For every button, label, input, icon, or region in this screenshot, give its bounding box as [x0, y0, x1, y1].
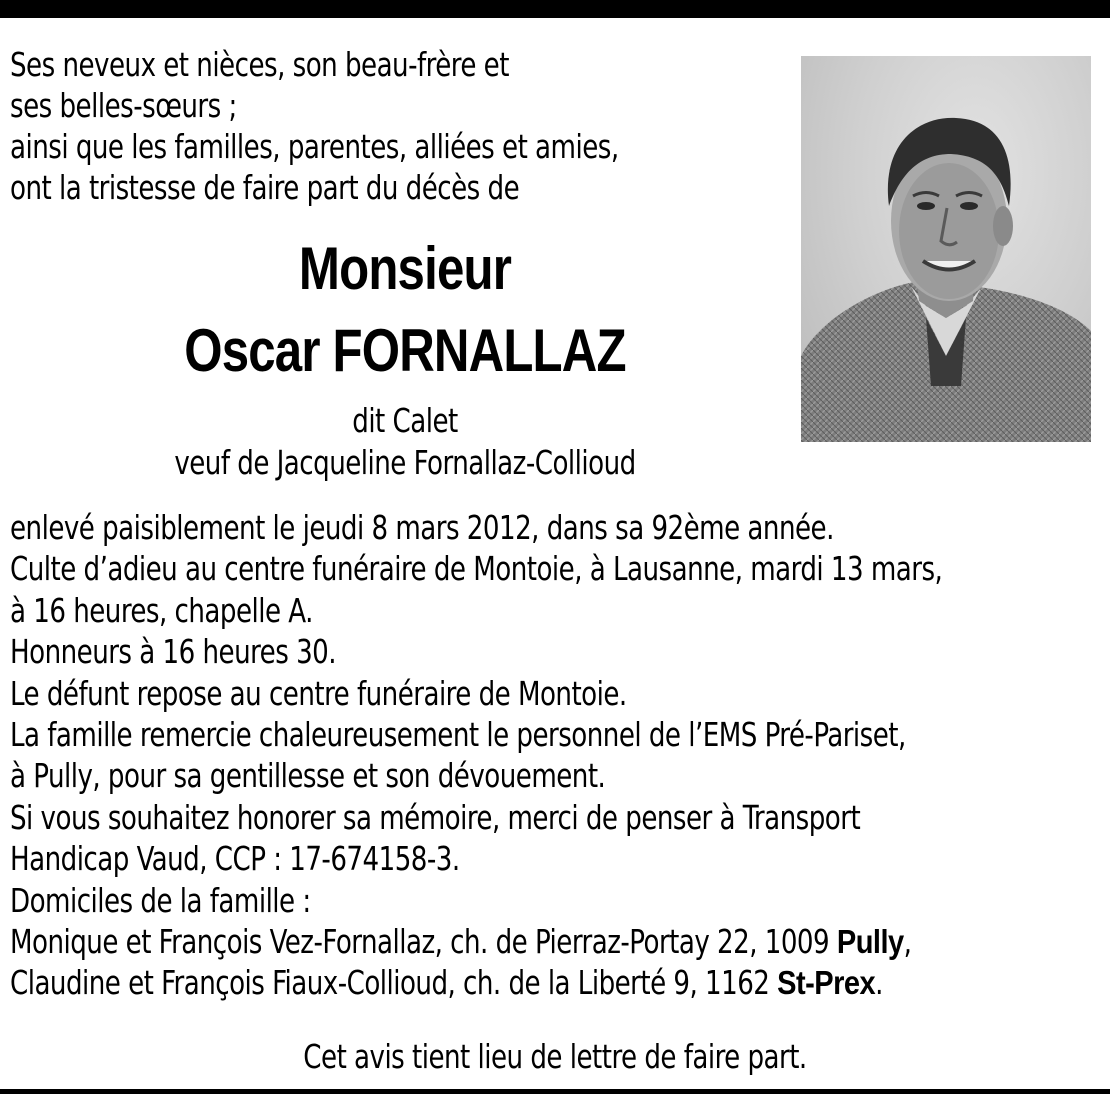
address-suffix: ,	[903, 922, 912, 962]
closing-note	[0, 1036, 1110, 1077]
bottom-rule	[0, 1089, 1110, 1094]
spouse-line: veuf de Jacqueline Fornallaz-Collioud	[174, 443, 636, 482]
body-line: La famille remercie chaleureusement le personnel de l’EMS Pré-Pariset,	[10, 715, 906, 755]
body-line: Handicap Vaud, CCP : 17-674158-3.	[10, 839, 460, 879]
body-line: à 16 heures, chapelle A.	[10, 590, 313, 630]
deceased-name: Oscar FORNALLAZ	[184, 317, 626, 384]
portrait-photo	[801, 56, 1091, 442]
address-text: Monique et François Vez-Fornallaz, ch. de Pierraz-Portay 22, 1009	[10, 922, 837, 962]
address-city: St-Prex	[777, 964, 876, 1002]
body-line: Si vous souhaitez honorer sa mémoire, merci de penser à Transport	[10, 797, 861, 837]
address-city: Pully	[836, 923, 904, 961]
body-line: Culte d’adieu au centre funéraire de Montoie, à Lausanne, mardi 13 mars,	[10, 549, 943, 589]
body-line: à Pully, pour sa gentillesse et son dévouement.	[10, 756, 606, 796]
nickname: dit Calet	[352, 401, 458, 440]
intro-paragraph	[10, 44, 770, 208]
address-text: Claudine et François Fiaux-Collioud, ch. de la Liberté 9, 1162	[10, 963, 778, 1003]
body-line: Le défunt repose au centre funéraire de Montoie.	[10, 673, 627, 713]
closing-text: Cet avis tient lieu de lettre de faire part.	[303, 1037, 807, 1076]
body-line: Domiciles de la famille :	[10, 880, 311, 920]
address-suffix: .	[875, 963, 883, 1003]
announcement-body	[10, 507, 1110, 1004]
deceased-name-block	[10, 228, 800, 484]
body-line: enlevé paisiblement le jeudi 8 mars 2012, dans sa 92ème année.	[10, 508, 834, 547]
intro-line: Ses neveux et nièces, son beau-frère et	[10, 45, 509, 84]
intro-line: ont la tristesse de faire part du décès de	[10, 168, 520, 207]
honorific: Monsieur	[298, 235, 512, 302]
intro-line: ainsi que les familles, parentes, alliées et amies,	[10, 127, 619, 166]
top-rule	[0, 0, 1110, 18]
portrait-illustration	[801, 56, 1091, 442]
family-address-2	[10, 962, 978, 1003]
body-line: Honneurs à 16 heures 30.	[10, 632, 337, 672]
intro-line: ses belles-sœurs ;	[10, 86, 237, 125]
family-address-1	[10, 921, 978, 962]
